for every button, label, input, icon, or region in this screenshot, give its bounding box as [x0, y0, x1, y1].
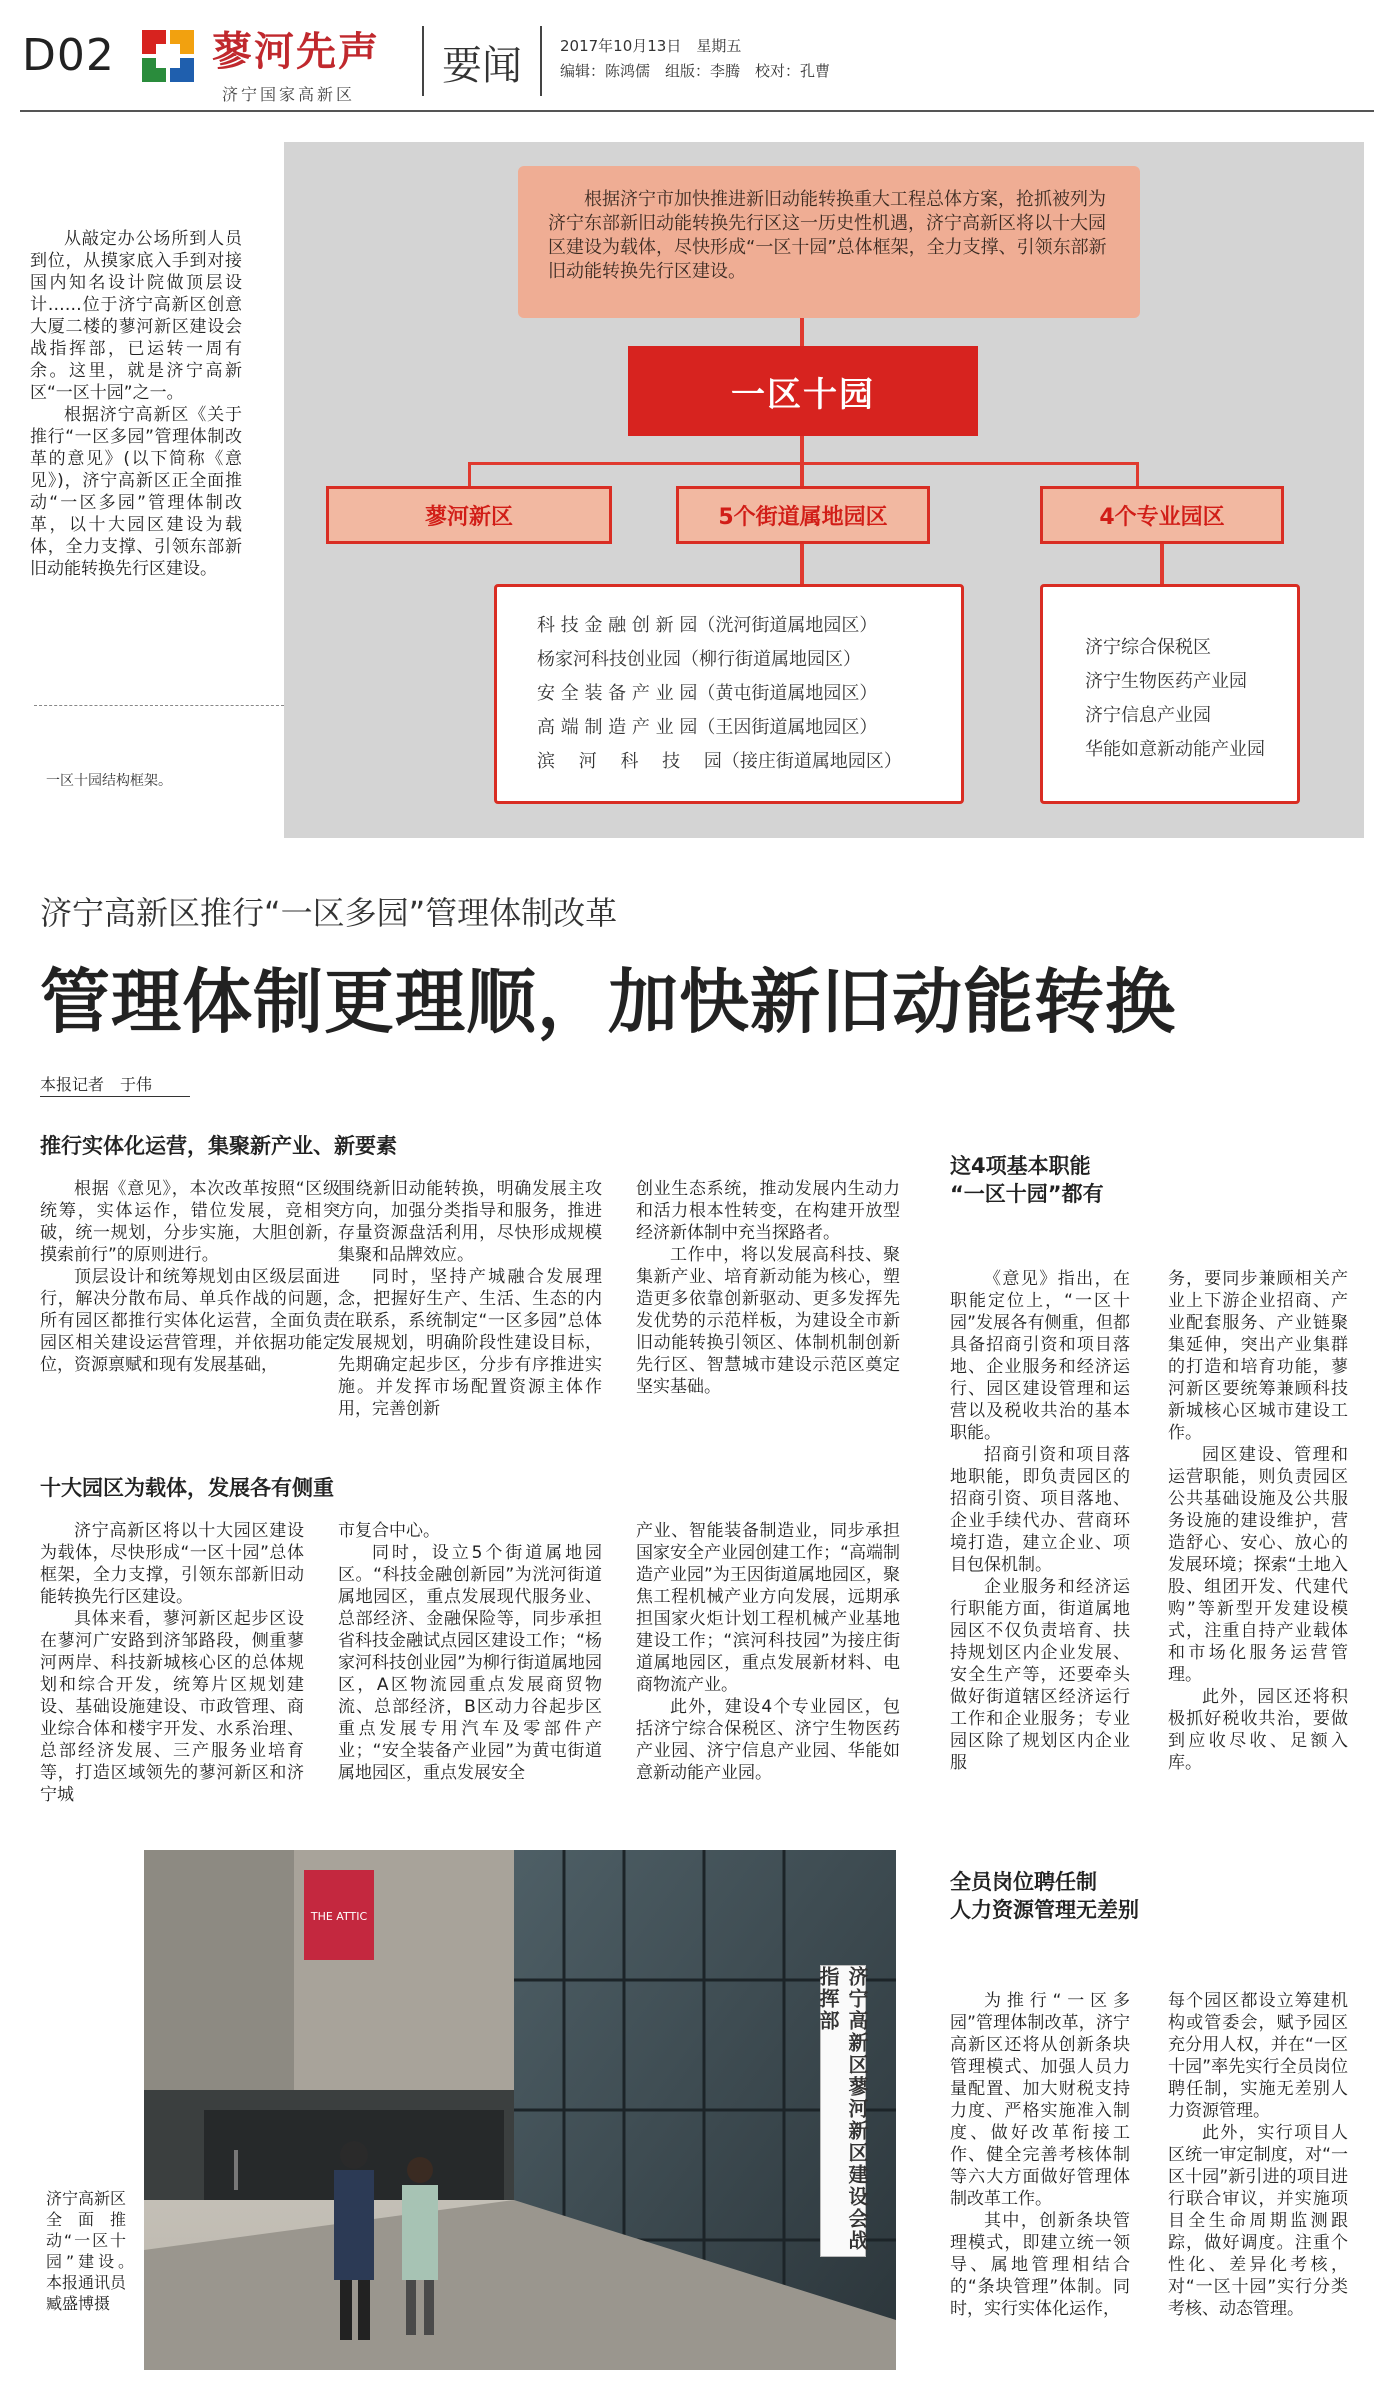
store-sign: THE ATTIC: [310, 1910, 368, 1923]
intro-caption: [30, 228, 242, 580]
paragraph: 企业服务和经济运行职能方面，街道属地园区不仅负责培育、扶持规划区内企业发展、安全生产等，还要牵头做好街道辖区经济运行工作和企业服务；专业园区除了规划区内企业服: [950, 1577, 1130, 1773]
connector-line: [468, 462, 471, 486]
paragraph: 每个园区都设立筹建机构或管委会，赋予园区充分用人权，并在“一区十园”率先实行全员岗位聘任制，实施无差别人力资源管理。: [1168, 1991, 1348, 2121]
list-item: 济宁信息产业园: [1085, 705, 1211, 726]
branch-box-liaohe: 蓼河新区: [326, 486, 612, 544]
sidebar-heading-line: 全员岗位聘任制: [950, 1870, 1097, 1894]
paragraph: 工作中，将以发展高科技、聚集新产业、培育新动能为核心，塑造更多依靠创新驱动、更多发挥先发优势的示范样板，为建设全市新旧动能转换引领区、体制机制创新先行区、智慧城市建设示范区奠定坚实基础。: [636, 1245, 900, 1397]
sidebar-column: [1168, 1990, 1348, 2320]
intro-paragraph: 根据济宁高新区《关于推行“一区多园”管理体制改革的意见》(以下简称《意见》)，济宁高新区正全面推动“一区多园”管理体制改革，以十大园区建设为载体，全力支撑、引领东部新旧动能转换先行区建设。: [30, 405, 242, 579]
byline-rule: [40, 1096, 190, 1097]
intro-paragraph: 从敲定办公场所到人员到位，从摸家底入手到对接国内知名设计院做顶层设计……位于济宁高新区创意大厦二楼的蓼河新区建设会战指挥部，已运转一周有余。这里，就是济宁高新区“一区十园”之一。: [30, 229, 242, 403]
sidebar-column: [1168, 1268, 1348, 1774]
header-divider: [422, 26, 424, 96]
figure-caption: 一区十园结构框架。: [46, 773, 172, 789]
header-rule: [20, 110, 1374, 112]
paragraph: 根据《意见》，本次改革按照“区级统筹，实体运作，错位发展，竞相突破，统一规划，分步实施，大胆创新，摸索前行”的原则进行。: [40, 1179, 340, 1265]
page-number: D02: [22, 30, 115, 81]
article-column: [40, 1520, 304, 1806]
paragraph: 此外，建设4个专业园区，包括济宁综合保税区、济宁生物医药产业园、济宁信息产业园、华能如意新动能产业园。: [636, 1697, 900, 1783]
sidebar-heading: [950, 1152, 1104, 1208]
article-column: [636, 1178, 900, 1398]
article-column: [636, 1520, 900, 1784]
connector-line: [800, 462, 804, 486]
paragraph: 同时，坚持产城融合发展理念，把握好生产、生活、生态的内在联系，系统制定“一区多园”总体发展规划，明确阶段性建设目标，先期确定起步区，分步有序推进实施。并发挥市场配置资源主体作用，完善创新: [338, 1267, 602, 1419]
list-item: 高 端 制 造 产 业 园（王因街道属地园区）: [537, 717, 878, 738]
header-divider: [540, 26, 542, 96]
photo-caption: 济宁高新区全面推动“一区十园”建设。 本报通讯员臧盛博摄: [46, 2189, 143, 2313]
paragraph: 此外，园区还将积极抓好税收共治，要做到应收尽收、足额入库。: [1168, 1687, 1348, 1773]
sidebar-column: [950, 1268, 1130, 1774]
sidebar-heading-line: 这4项基本职能: [950, 1154, 1091, 1178]
list-item: 华能如意新动能产业园: [1085, 739, 1265, 760]
paragraph: 招商引资和项目落地职能，即负责园区的招商引资、项目落地、企业手续代办、营商环境打造，建立企业、项目包保机制。: [950, 1445, 1130, 1575]
street-parks-list: [494, 584, 964, 804]
connector-line: [1136, 462, 1139, 486]
paragraph: 其中，创新条块管理模式，即建立统一领导、属地管理相结合的“条块管理”体制。同时，实行实体化运作，: [950, 2211, 1130, 2319]
byline: 本报记者 于伟: [40, 1075, 153, 1094]
paragraph: 此外，实行项目人区统一审定制度，对“一区十园”新引进的项目进行联合审议，并实施项目全生命周期监测跟踪，做好调度。注重个性化、差异化考核，对“一区十园”实行分类考核、动态管理。: [1168, 2123, 1348, 2319]
paragraph: 产业、智能装备制造业，同步承担国家安全产业园创建工作；“高端制造产业园”为王因街道属地园区，聚焦工程机械产业方向发展，远期承担国家火炬计划工程机械产业基地建设工作；“滨河科技园”为接庄街道属地园区，重点发展新材料、电商物流产业。: [636, 1521, 900, 1695]
article-headline: 管理体制更理顺，加快新旧动能转换: [40, 961, 1176, 1043]
header-info: [560, 34, 830, 84]
paragraph: 济宁高新区将以十大园区建设为载体，尽快形成“一区十园”总体框架，全力支撑，引领东部新旧动能转换先行区建设。: [40, 1521, 304, 1607]
section-title: 要闻: [442, 43, 522, 89]
news-photo: [144, 1850, 896, 2370]
branch-box-street-parks: 5个街道属地园区: [676, 486, 930, 544]
paragraph: 《意见》指出，在职能定位上，“一区十园”发展各有侧重，但都具备招商引资和项目落地、企业服务和经济运行、园区建设管理和运营以及税收共治的基本职能。: [950, 1269, 1130, 1443]
date-line: 2017年10月13日 星期五: [560, 37, 742, 55]
list-item: 安 全 装 备 产 业 园（黄屯街道属地园区）: [537, 683, 878, 704]
building-entrance-image: [144, 1850, 896, 2370]
list-item: 济宁综合保税区: [1085, 637, 1211, 658]
sidebar-heading-line: 人力资源管理无差别: [950, 1898, 1139, 1922]
paragraph: 顶层设计和统筹规划由区级层面进行，解决分散布局、单兵作战的问题，所有园区都推行实体化运营，全面负责园区相关建设运营管理，并依据功能定位，资源禀赋和现有发展基础，: [40, 1267, 340, 1375]
paragraph: 围绕新旧动能转换，明确发展主攻方向，加强分类指导和服务，推进存量资源盘活利用，尽快形成规模集聚和品牌效应。: [338, 1179, 602, 1265]
paragraph: 务，要同步兼顾相关产业上下游企业招商、产业配套服务、产业链聚集延伸，突出产业集群的打造和培育功能，蓼河新区要统筹兼顾科技新城核心区城市建设工作。: [1168, 1269, 1348, 1443]
connector-line: [800, 544, 804, 584]
paragraph: 创业生态系统，推动发展内生动力和活力根本性转变，在构建开放型经济新体制中充当探路者。: [636, 1179, 900, 1243]
paragraph: 同时，设立5个街道属地园区。“科技金融创新园”为洸河街道属地园区，重点发展现代服务业、总部经济、金融保险等，同步承担省科技金融试点园区建设工作；“杨家河科技创业园”为柳行街道属地园区，A区物流园重点发展商贸物流、总部经济，B区动力谷起步区重点发展专用汽车及零部件产业；“安全装备产业园”为黄屯街道属地园区，重点发展安全: [338, 1543, 602, 1783]
article-column: [338, 1520, 602, 1784]
paragraph: 市复合中心。: [338, 1521, 440, 1541]
editors-line: 编辑：陈鸿儒 组版：李腾 校对：孔曹: [560, 62, 831, 80]
section-heading: 推行实体化运营，集聚新产业、新要素: [40, 1134, 397, 1158]
list-item: 滨 河 科 技 园（接庄街道属地园区）: [537, 751, 902, 772]
list-item: 济宁生物医药产业园: [1085, 671, 1247, 692]
article-column: [338, 1178, 602, 1420]
article-kicker: 济宁高新区推行“一区多园”管理体制改革: [40, 894, 618, 932]
list-item: 科 技 金 融 创 新 园（洸河街道属地园区）: [537, 615, 878, 636]
brand-title: 蓼河先声: [212, 28, 380, 75]
sidebar-column: [950, 1990, 1130, 2320]
section-heading: 十大园区为载体，发展各有侧重: [40, 1476, 334, 1500]
framework-center-box: 一区十园: [628, 346, 978, 436]
command-post-sign: 济宁高新区蓼河新区建设会战指挥部: [820, 1965, 866, 2257]
branch-box-special-parks: 4个专业园区: [1040, 486, 1284, 544]
framework-intro-box: 根据济宁市加快推进新旧动能转换重大工程总体方案，抢抓被列为济宁东部新旧动能转换先行区这一历史性机遇，济宁高新区将以十大园区建设为载体，尽快形成“一区十园”总体框架，全力支撑、引领东部新旧动能转换先行区建设。: [518, 166, 1140, 318]
paragraph: 具体来看，蓼河新区起步区设在蓼河广安路到济邹路段，侧重蓼河两岸、科技新城核心区的总体规划和综合开发，统筹片区规划建设、基础设施建设、市政管理、商业综合体和楼宇开发、水系治理、总部经济发展、三产服务业培育等，打造区域领先的蓼河新区和济宁城: [40, 1609, 304, 1805]
paragraph: 为推行“一区多园”管理体制改革，济宁高新区还将从创新条块管理模式、加强人员力量配置、加大财税支持力度、严格实施准入制度、做好改革衔接工作、健全完善考核体制等六大方面做好管理体制改革工作。: [950, 1991, 1130, 2209]
list-item: 杨家河科技创业园（柳行街道属地园区）: [537, 649, 861, 670]
article-column: [40, 1178, 340, 1376]
connector-line: [1160, 544, 1164, 584]
connector-line: [800, 318, 804, 346]
caption-divider: [34, 705, 284, 706]
sidebar-heading: [950, 1868, 1139, 1924]
newspaper-logo-icon: [140, 28, 196, 84]
brand-subtitle: 济宁国家高新区: [222, 85, 356, 104]
connector-line: [800, 436, 804, 464]
sidebar-heading-line: “一区十园”都有: [950, 1182, 1104, 1206]
special-parks-list: [1040, 584, 1300, 804]
paragraph: 园区建设、管理和运营职能，则负责园区公共基础设施及公共服务设施的建设维护，营造舒心、安心、放心的发展环境；探索“土地入股、组团开发、代建代购”等新型开发建设模式，注重自持产业载体和市场化服务运营管理。: [1168, 1445, 1348, 1685]
